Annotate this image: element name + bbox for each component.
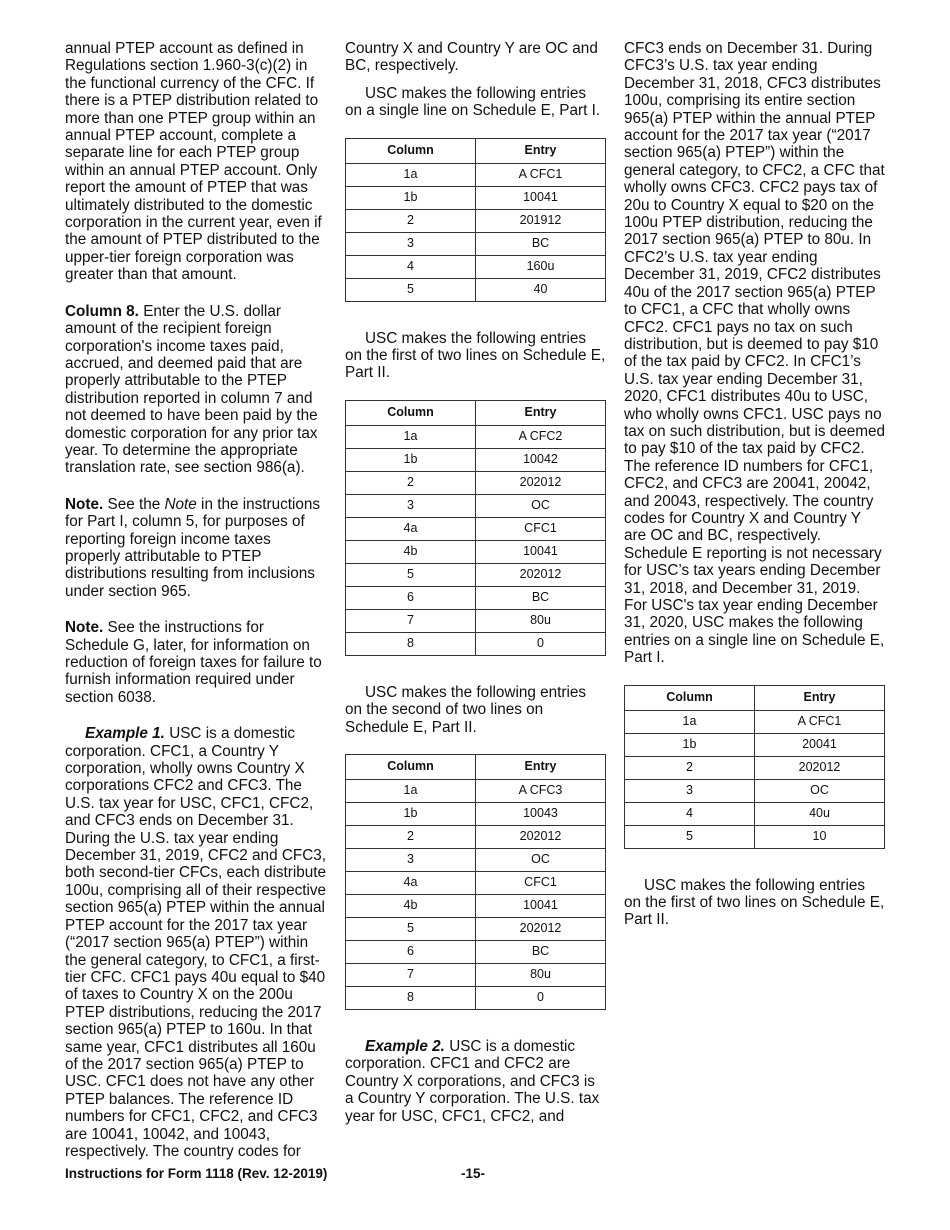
entries-table-part-2-line-2: Column Entry 1a A CFC3 1b 10043 2 202012 3 OC 4a CFC1 4b 10041 5 202012 6 BC 7 80u 8 0 [345, 754, 606, 1010]
table-row: 5 202012 [346, 918, 606, 941]
table-row: 7 80u [346, 609, 606, 632]
entries-table-example-2-part-1: Column Entry 1a A CFC1 1b 20041 2 202012 3 OC 4 40u 5 10 [624, 685, 885, 849]
intro-schedule-e-part-1: USC makes the following entries on a single line on Schedule E, Part I. [345, 84, 601, 120]
intro-schedule-e-part-2-line-1: USC makes the following entries on the first of two lines on Schedule E, Part II. [345, 329, 606, 382]
example-2-label: Example 2. [365, 1038, 445, 1056]
footer-form-title: Instructions for Form 1118 (Rev. 12-2019) [65, 1166, 328, 1181]
table-row: 6 BC [346, 941, 606, 964]
paragraph-country-codes: Country X and Country Y are OC and BC, respectively. [345, 40, 598, 75]
table-row: 3 OC [346, 494, 606, 517]
table-row: 1b 20041 [625, 733, 885, 756]
note-schedule-g: Note. See the instructions for Schedule G, later, for information on reduction of foreign taxes for failure to furnish information required under section 6038. [65, 619, 322, 706]
table-row: 1b 10041 [346, 186, 606, 209]
table-row: 1a A CFC3 [346, 780, 606, 803]
page-number: -15- [461, 1166, 486, 1181]
table-row: 7 80u [346, 964, 606, 987]
table-row: 1b 10042 [346, 448, 606, 471]
table-row: 6 BC [346, 586, 606, 609]
table-row: 5 202012 [346, 563, 606, 586]
example-1-paragraph: Example 1. USC is a domestic corporation. CFC1, a Country Y corporation, wholly owns Country X corporations CFC2 and CFC3. The U.S. tax year for USC, CFC1, CFC2, and CFC3 ends on December 31. During the U.S. tax year ending December 31, 2019, CFC2 and CFC3, both second-tier CFCs, each distribute 100u, comprising all of their respective section 965(a) PTEP within the annual PTEP account for the 2017 tax year (“2017 section 965(a) PTEP”) within the general category, to CFC1, a first-tier CFC. CFC1 pays 40u equal to $40 of taxes to Country X on the 200u PTEP distributions, reducing the 2017 section 965(a) PTEP to 160u. In that same year, CFC1 distributes all 160u of the 2017 section 965(a) PTEP to USC. CFC1 does not have any other PTEP balances. The reference ID numbers for CFC1, CFC2, and CFC3 are 10041, 10042, and 10043, respectively. The country codes for [65, 725, 327, 1160]
table-row: 2 202012 [346, 826, 606, 849]
table-row: 4 160u [346, 255, 606, 278]
text-column-1 [65, 40, 327, 1170]
table-row: 2 202012 [625, 756, 885, 779]
text-column-3 [624, 40, 886, 939]
paragraph-column-8: Column 8. Enter the U.S. dollar amount of the recipient foreign corporation's income taxes paid, accrued, and deemed paid that are properly attributable to the PTEP distribution reported in column 7 and not deemed to have been paid by the domestic corporation for any prior tax year. To determine the appropriate translation rate, see section 986(a). [65, 302, 318, 477]
intro-example-2-part-2-line-1: USC makes the following entries on the first of two lines on Schedule E, Part II. [624, 876, 885, 929]
table-row: 3 OC [625, 779, 885, 802]
note-section-965: Note. See the Note in the instructions for Part I, column 5, for purposes of reporting foreign income taxes properly attributable to PTEP distributions resulting from inclusions under section 965. [65, 495, 321, 600]
table-row: 1b 10043 [346, 803, 606, 826]
table-row: 1a A CFC1 [346, 163, 606, 186]
table-row: 1a A CFC1 [625, 710, 885, 733]
table-row: 2 202012 [346, 471, 606, 494]
example-1-label: Example 1. [85, 725, 165, 743]
table-row: 3 OC [346, 849, 606, 872]
column-8-heading: Column 8. [65, 302, 139, 320]
table-row: 4b 10041 [346, 540, 606, 563]
entries-table-part-1: Column Entry 1a A CFC1 1b 10041 2 201912 3 BC 4 160u 5 40 [345, 138, 606, 302]
table-row: 8 0 [346, 987, 606, 1010]
text-column-2 [345, 40, 607, 1135]
table-row: 2 201912 [346, 209, 606, 232]
paragraph-example-2-continued: CFC3 ends on December 31. During CFC3’s U.S. tax year ending December 31, 2018, CFC3 distributes 100u, comprising its entire section 965(a) PTEP within the annual PTEP account for the 2017 tax year (“2017 section 965(a) PTEP”) within the general category, to CFC2, a CFC that wholly owns CFC3. CFC2 pays tax of 20u to Country X equal to $20 on the 100u PTEP distribution, reducing the 2017 section 965(a) PTEP to 80u. In CFC2’s U.S. tax year ending December 31, 2019, CFC2 distributes 40u of the 2017 section 965(a) PTEP to CFC1, a CFC that wholly owns CFC2. CFC1 pays no tax on such distribution, but is deemed to pay $10 of the tax paid by CFC2. In CFC1’s U.S. tax year ending December 31, 2020, CFC1 distributes 40u to USC, who wholly owns CFC1. USC pays no tax on such distribution, but is deemed to pay $10 of the tax paid by CFC2. The reference ID numbers for CFC1, CFC2, and CFC3 are 20041, 20042, and 20043, respectively. The country codes for Country X and Country Y are OC and BC, respectively. Schedule E reporting is not necessary for USC’s tax years ending December 31, 2018, and December 31, 2019. For USC's tax year ending December 31, 2020, USC makes the following entries on a single line on Schedule E, Part I. [624, 40, 886, 667]
paragraph-ptep-account: annual PTEP account as defined in Regulations section 1.960-3(c)(2) in the functional currency of the CFC. If there is a PTEP distribution related to more than one PTEP group within an annual PTEP account, complete a separate line for each PTEP group within an annual PTEP account. Only report the amount of PTEP that was ultimately distributed to the domestic corporation in the current year, even if the amount of PTEP distributed to the upper-tier foreign corporation was greater than that amount. [65, 40, 322, 284]
table-row: 4a CFC1 [346, 872, 606, 895]
table-row: 8 0 [346, 632, 606, 655]
table-row: 3 BC [346, 232, 606, 255]
table-row: 4 40u [625, 802, 885, 825]
example-2-paragraph: Example 2. USC is a domestic corporation. CFC1 and CFC2 are Country X corporations, and CFC3 is a Country Y corporation. The U.S. tax year for USC, CFC1, CFC2, and [345, 1038, 600, 1125]
table-row: 1a A CFC2 [346, 425, 606, 448]
intro-schedule-e-part-2-line-2: USC makes the following entries on the second of two lines on Schedule E, Part II. [345, 683, 587, 736]
table-row: 4b 10041 [346, 895, 606, 918]
table-row: 5 40 [346, 278, 606, 301]
entries-table-part-2-line-1: Column Entry 1a A CFC2 1b 10042 2 202012 3 OC 4a CFC1 4b 10041 5 202012 6 BC 7 80u 8 0 [345, 400, 606, 656]
table-row: 4a CFC1 [346, 517, 606, 540]
table-row: 5 10 [625, 825, 885, 848]
